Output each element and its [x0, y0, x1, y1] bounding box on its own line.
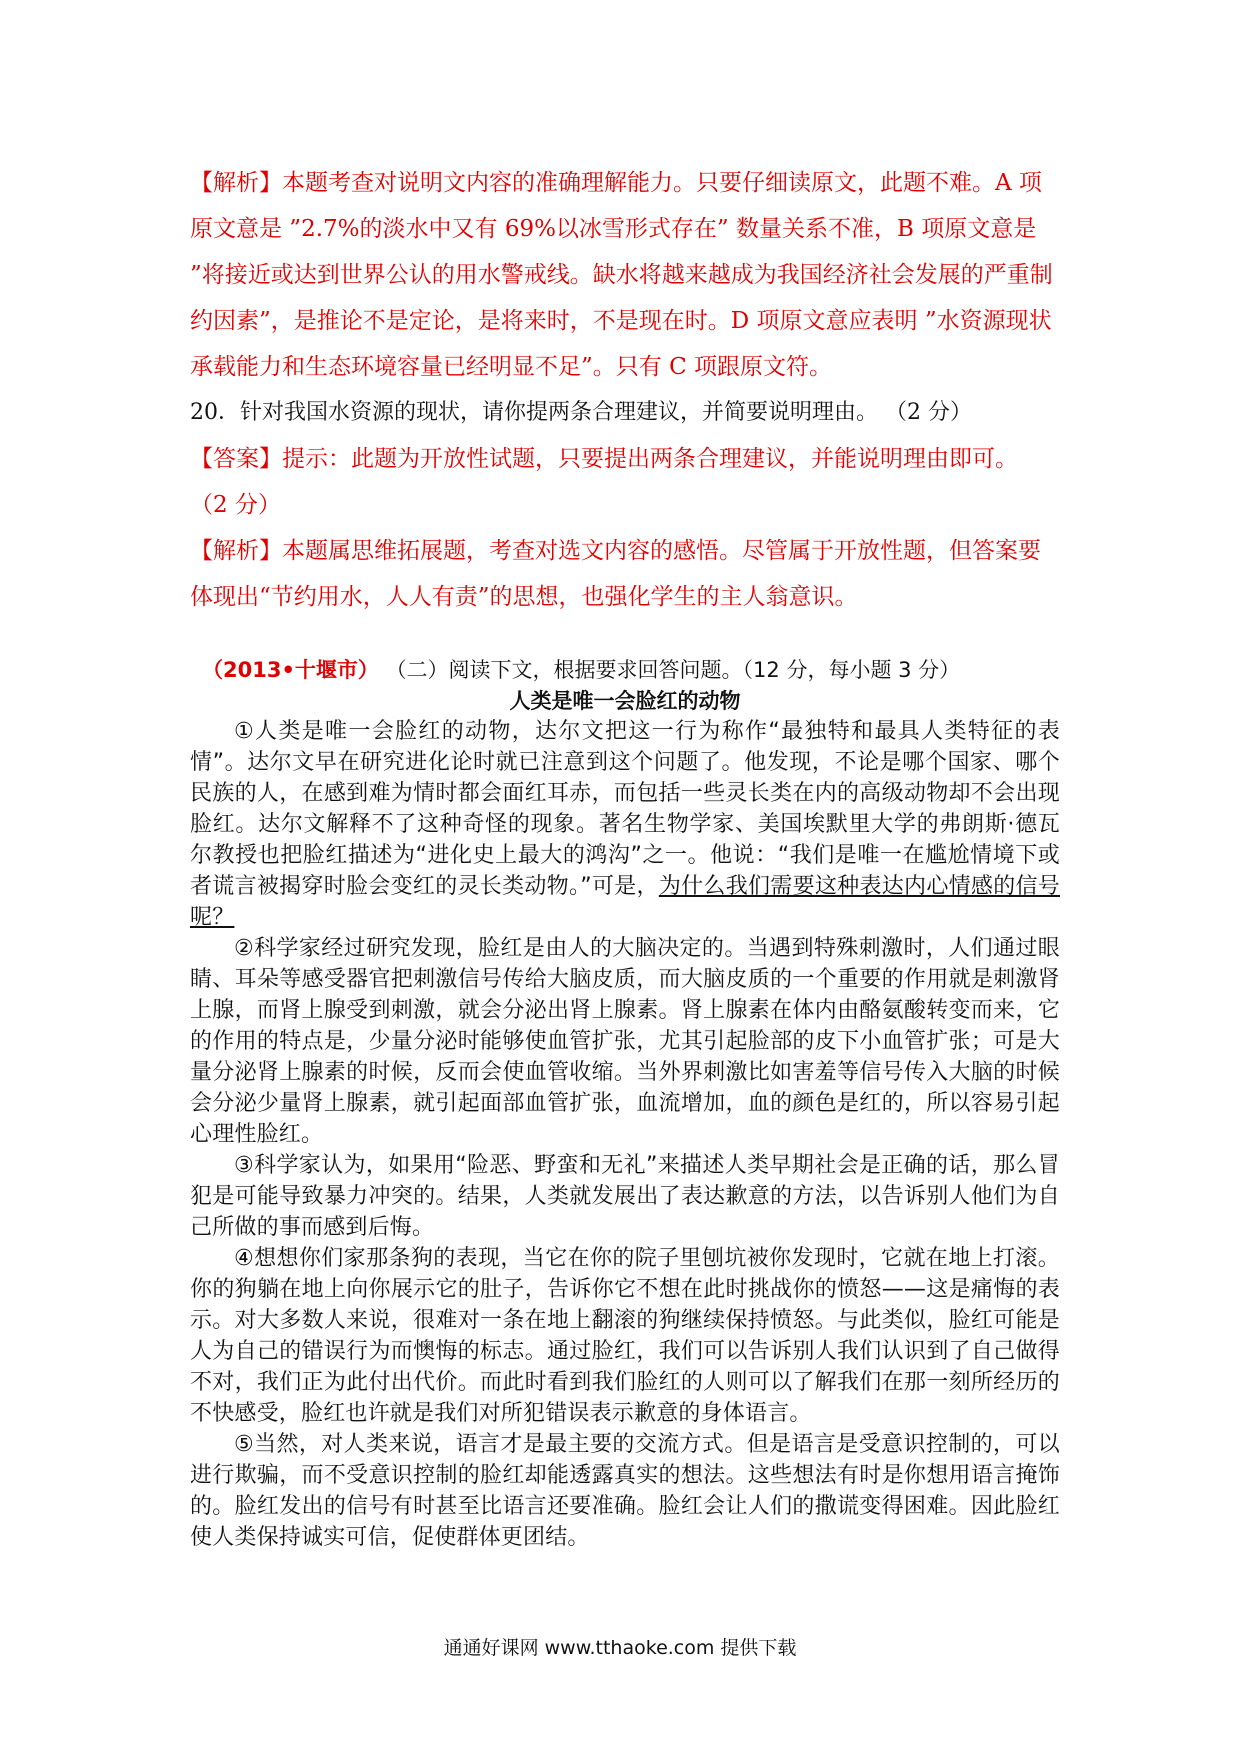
answer-q20: 【答案】提示：此题为开放性试题，只要提出两条合理建议，并能说明理由即可。 （2 分）	[190, 446, 1018, 518]
section-source: （2013•十堰市）	[202, 658, 379, 682]
page-footer: 通通好课网 www.tthaoke.com 提供下载	[443, 1637, 797, 1659]
article-paragraph-4: ④想想你们家那条狗的表现，当它在你的院子里刨坑被你发现时，它就在地上打滚。你的狗躺在地上向你展示它的肚子，告诉你它不想在此时挑战你的愤怒——这是痛悔的表示。对大多数人来说，很难对一条在地上翻滚的狗继续保持愤怒。与此类似，脸红可能是人为自己的错误行为而懊悔的标志。通过脸红，我们可以告诉别人我们认识到了自己做得不对，我们正为此付出代价。而此时看到我们脸红的人则可以了解我们在那一刻所经历的不快感受，脸红也许就是我们对所犯错误表示歉意的身体语言。	[190, 1246, 1060, 1426]
analysis-q19: 【解析】本题考查对说明文内容的准确理解能力。只要仔细读原文，此题不难。A 项原文意是 ”2.7%的淡水中又有 69%以冰雪形式存在” 数量关系不准，B 项原文意是 ”将接近或达到世界公认的用水警戒线。缺水将越来越成为我国经济社会发展的严重制约因素”，是推论不是定论，是将来时，不是现在时。D 项原文意应表明 ”水资源现状承载能力和生态环境容量已经明显不足”。只有 C 项跟原文符。	[190, 170, 1053, 380]
page-content	[190, 160, 1060, 1553]
section-instruction: （二）阅读下文，根据要求回答问题。（12 分，每小题 3 分）	[385, 658, 961, 682]
paragraph-1-text: ①人类是唯一会脸红的动物，达尔文把这一行为称作“最独特和最具人类特征的表情”。达尔文早在研究进化论时就已注意到这个问题了。他发现，不论是哪个国家、哪个民族的人，在感到难为情时都会面红耳赤，而包括一些灵长类在内的高级动物却不会出现脸红。达尔文解释不了这种奇怪的现象。著名生物学家、美国埃默里大学的弗朗斯·德瓦尔教授也把脸红描述为“进化史上最大的鸿沟”之一。他说：“我们是唯一在尴尬情境下或者谎言被揭穿时脸会变红的灵长类动物。”可是，	[190, 719, 1060, 899]
question-20: 20．针对我国水资源的现状，请你提两条合理建议，并简要说明理由。 （2 分）	[190, 400, 972, 425]
analysis-q20: 【解析】本题属思维拓展题，考查对选文内容的感悟。尽管属于开放性题，但答案要体现出“节约用水，人人有责”的思想，也强化学生的主人翁意识。	[190, 538, 1041, 610]
article-paragraph-2: ②科学家经过研究发现，脸红是由人的大脑决定的。当遇到特殊刺激时，人们通过眼睛、耳朵等感受器官把刺激信号传给大脑皮质，而大脑皮质的一个重要的作用就是刺激肾上腺，而肾上腺受到刺激，就会分泌出肾上腺素。肾上腺素在体内由酪氨酸转变而来，它的作用的特点是，少量分泌时能够使血管扩张，尤其引起脸部的皮下小血管扩张；可是大量分泌肾上腺素的时候，反而会使血管收缩。当外界刺激比如害羞等信号传入大脑的时候会分泌少量肾上腺素，就引起面部血管扩张，血流增加，血的颜色是红的，所以容易引起心理性脸红。	[190, 936, 1060, 1147]
section-header	[190, 654, 1060, 686]
article-paragraph-1	[190, 716, 1060, 933]
article-title: 人类是唯一会脸红的动物	[509, 689, 741, 713]
article-paragraph-5: ⑤当然，对人类来说，语言才是最主要的交流方式。但是语言是受意识控制的，可以进行欺骗，而不受意识控制的脸红却能透露真实的想法。这些想法有时是你想用语言掩饰的。脸红发出的信号有时甚至比语言还要准确。脸红会让人们的撒谎变得困难。因此脸红使人类保持诚实可信，促使群体更团结。	[190, 1432, 1060, 1550]
paragraph-1-underlined-question: 为什么我们需要这种表达内心情感的信号呢？	[190, 874, 1060, 930]
article-paragraph-3: ③科学家认为，如果用“险恶、野蛮和无礼”来描述人类早期社会是正确的话，那么冒犯是可能导致暴力冲突的。结果，人类就发展出了表达歉意的方法，以告诉别人他们为自己所做的事而感到后悔。	[190, 1153, 1060, 1240]
